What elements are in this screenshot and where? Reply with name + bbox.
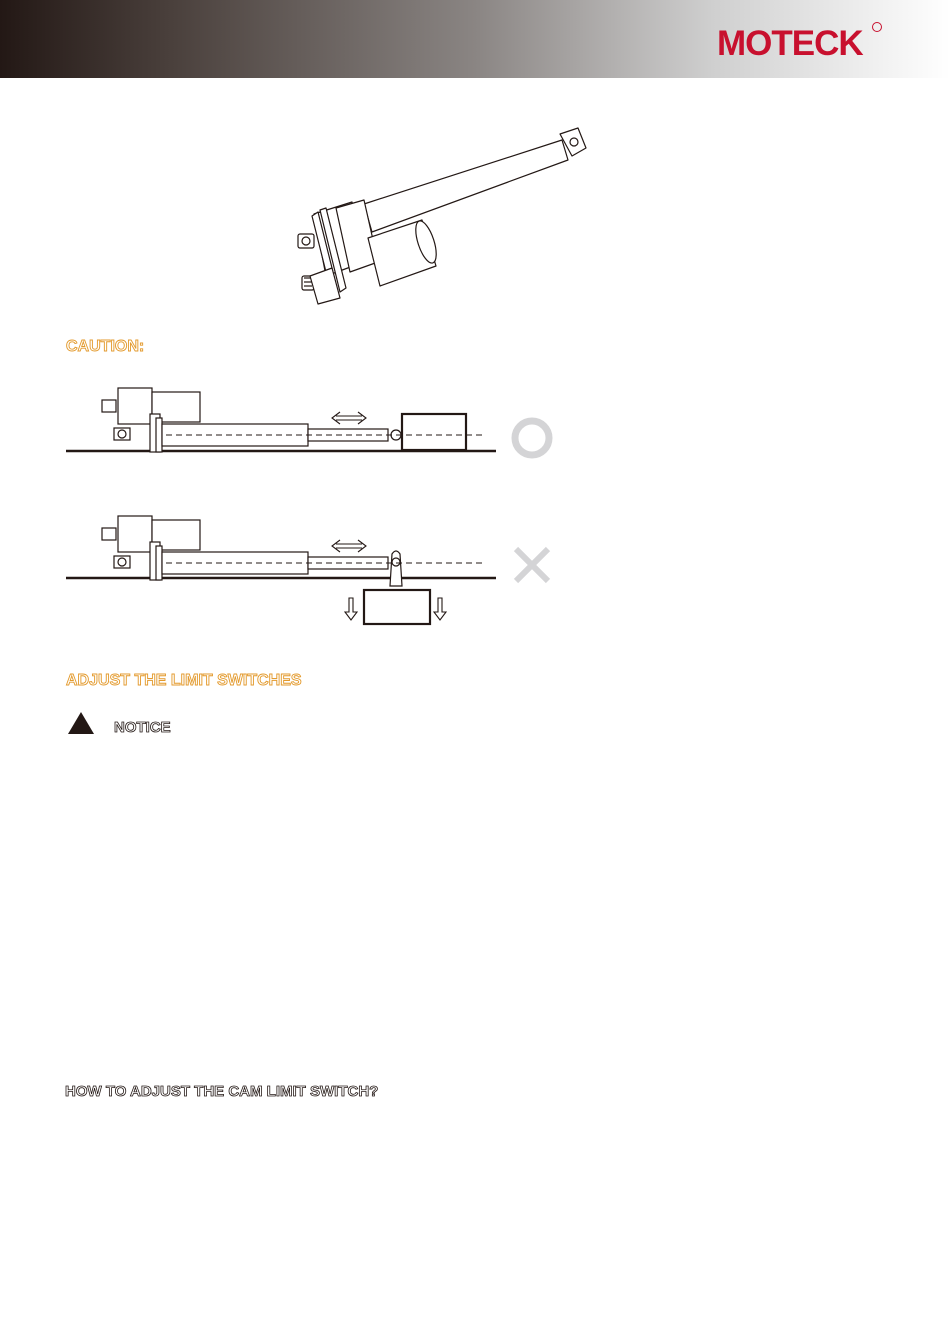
warning-triangle-icon: [68, 712, 94, 734]
cross-incorrect-icon: [510, 543, 554, 587]
registered-mark-icon: [872, 22, 882, 32]
double-arrow-icon: [332, 540, 366, 552]
adjust-limit-switches-heading: ADJUST THE LIMIT SWITCHES: [66, 672, 302, 689]
correct-mounting-diagram: [66, 384, 496, 456]
page-header-band: [0, 0, 950, 78]
notice-label: NOTICE: [114, 719, 171, 736]
incorrect-mounting-diagram: [66, 512, 496, 630]
actuator-illustration: [280, 126, 610, 311]
caution-heading: CAUTION:: [66, 338, 145, 355]
cam-limit-switch-heading: HOW TO ADJUST THE CAM LIMIT SWITCH?: [65, 1083, 379, 1100]
circle-correct-icon: [510, 416, 554, 460]
brand-logo: MOTECK: [717, 24, 863, 63]
double-arrow-icon: [332, 412, 366, 424]
outer-tube: [364, 140, 568, 232]
